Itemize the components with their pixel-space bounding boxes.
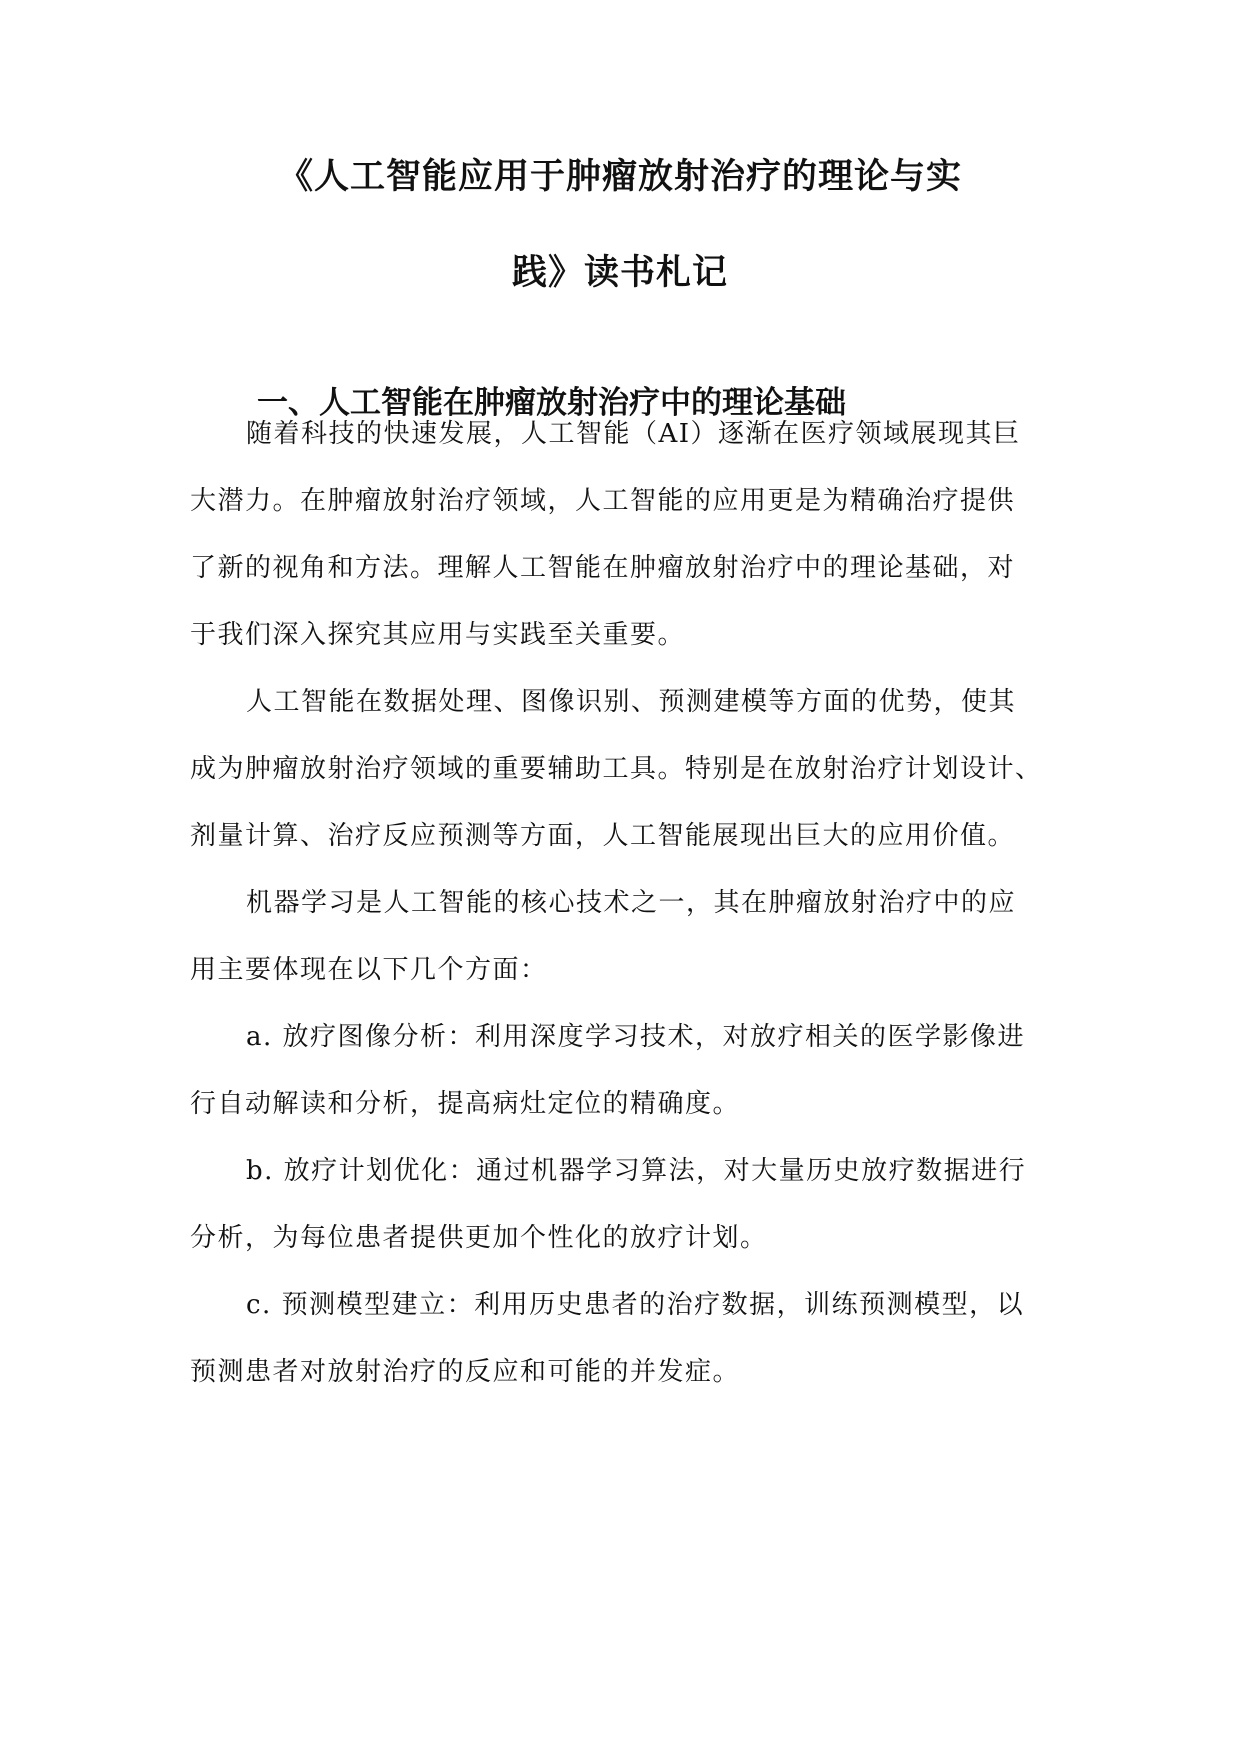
paragraph-line: a. 放疗图像分析：利用深度学习技术，对放疗相关的医学影像进: [246, 1022, 1026, 1052]
paragraph-line: b. 放疗计划优化：通过机器学习算法，对大量历史放疗数据进行: [246, 1156, 1027, 1186]
paragraph-line: 机器学习是人工智能的核心技术之一，其在肿瘤放射治疗中的应: [246, 888, 1017, 918]
document-title-line-1: 《人工智能应用于肿瘤放射治疗的理论与实: [277, 156, 962, 197]
paragraph-line: 分析，为每位患者提供更加个性化的放疗计划。: [190, 1223, 768, 1253]
paragraph-line: 成为肿瘤放射治疗领域的重要辅助工具。特别是在放射治疗计划设计、: [190, 754, 1043, 784]
paragraph-line: 预测患者对放射治疗的反应和可能的并发症。: [190, 1357, 741, 1387]
paragraph-line: 于我们深入探究其应用与实践至关重要。: [190, 620, 686, 650]
section-heading: 一、人工智能在肿瘤放射治疗中的理论基础: [257, 385, 846, 421]
paragraph-line: 剂量计算、治疗反应预测等方面，人工智能展现出巨大的应用价值。: [190, 821, 1016, 851]
paragraph-line: 大潜力。在肿瘤放射治疗领域，人工智能的应用更是为精确治疗提供: [190, 486, 1016, 516]
paragraph-line: 用主要体现在以下几个方面：: [190, 955, 548, 985]
paragraph-line: 了新的视角和方法。理解人工智能在肿瘤放射治疗中的理论基础，对: [190, 553, 1016, 583]
document-title-line-2: 践》读书札记: [511, 252, 728, 293]
paragraph-line: 随着科技的快速发展，人工智能（AI）逐渐在医疗领域展现其巨: [246, 419, 1021, 449]
paragraph-line: 人工智能在数据处理、图像识别、预测建模等方面的优势，使其: [246, 687, 1017, 717]
paragraph-line: 行自动解读和分析，提高病灶定位的精确度。: [190, 1089, 741, 1119]
paragraph-line: c. 预测模型建立：利用历史患者的治疗数据，训练预测模型，以: [246, 1290, 1025, 1320]
